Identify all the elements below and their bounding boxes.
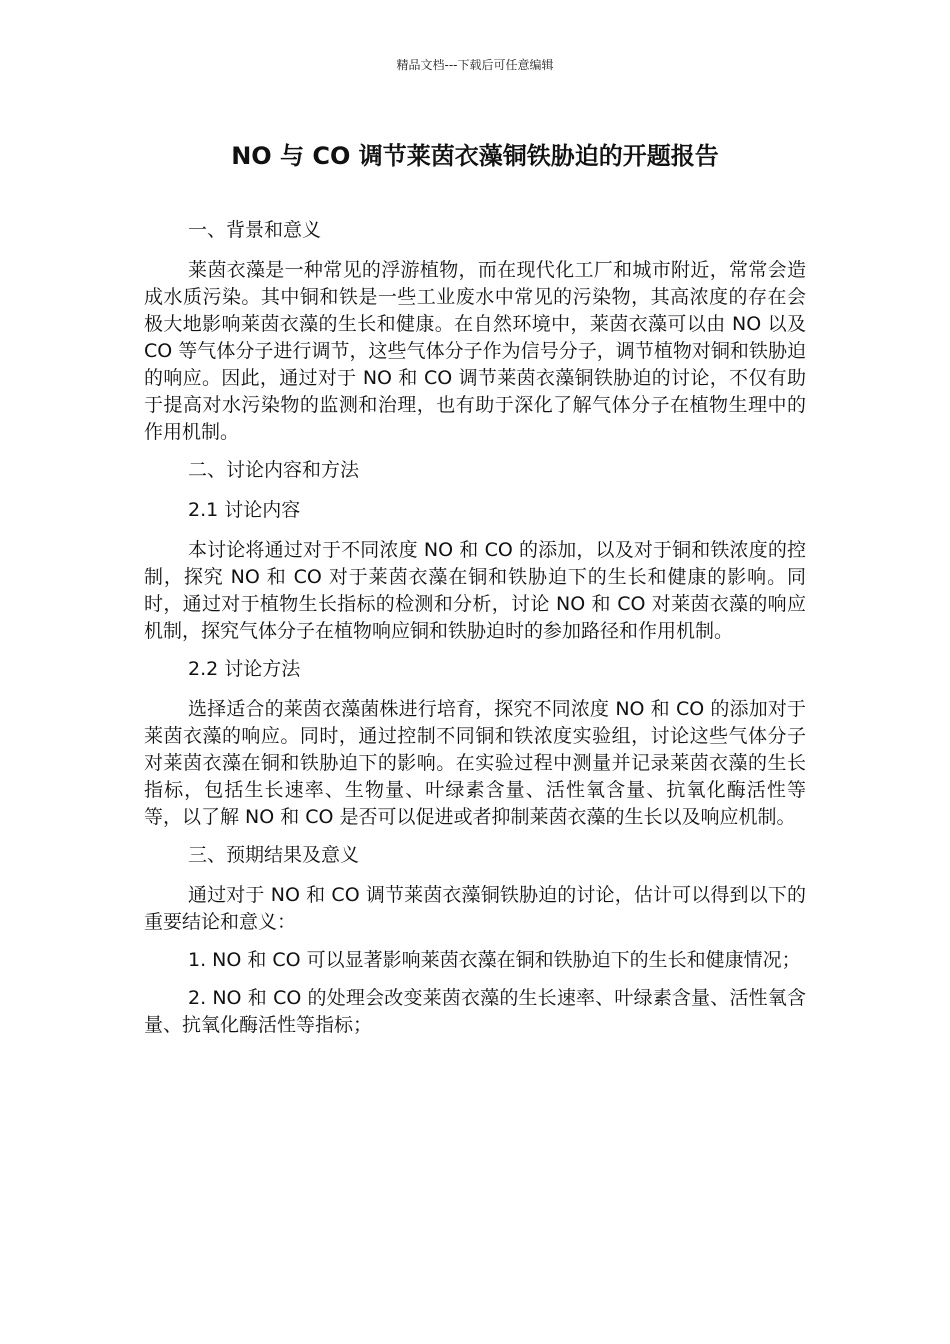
paragraph-background: 莱茵衣藻是一种常见的浮游植物，而在现代化工厂和城市附近，常常会造成水质污染。其中铜和铁是一些工业废水中常见的污染物，其高浓度的存在会极大地影响莱茵衣藻的生长和健康。在自然环境中，莱茵衣藻可以由 NO 以及 CO 等气体分子进行调节，这些气体分子作为信号分子，调节植物对铜和铁胁迫的响应。因此，通过对于 NO 和 CO 调节莱茵衣藻铜铁胁迫的讨论，不仅有助于提高对水污染物的监测和治理，也有助于深化了解气体分子在植物生理中的作用机制。 [144, 259, 806, 443]
list-item-result-2: 2. NO 和 CO 的处理会改变莱茵衣藻的生长速率、叶绿素含量、活性氧含量、抗氧化酶活性等指标； [144, 987, 806, 1036]
section-heading-content-methods: 二、讨论内容和方法 [188, 459, 360, 481]
section-heading-expected-results: 三、预期结果及意义 [188, 844, 360, 866]
subsection-heading-methods: 2.2 讨论方法 [188, 658, 301, 680]
paragraph-content: 本讨论将通过对于不同浓度 NO 和 CO 的添加，以及对于铜和铁浓度的控制，探究 NO 和 CO 对于莱茵衣藻在铜和铁胁迫下的生长和健康的影响。同时，通过对于植物生长指标的检测和分析，讨论 NO 和 CO 对莱茵衣藻的响应机制，探究气体分子在植物响应铜和铁胁迫时的参加路径和作用机制。 [144, 539, 806, 642]
paragraph-expected-results: 通过对于 NO 和 CO 调节莱茵衣藻铜铁胁迫的讨论，估计可以得到以下的重要结论和意义： [144, 884, 806, 933]
paragraph-methods: 选择适合的莱茵衣藻菌株进行培育，探究不同浓度 NO 和 CO 的添加对于莱茵衣藻的响应。同时，通过控制不同铜和铁浓度实验组，讨论这些气体分子对莱茵衣藻在铜和铁胁迫下的影响。在实验过程中测量并记录莱茵衣藻的生长指标，包括生长速率、生物量、叶绿素含量、活性氧含量、抗氧化酶活性等等，以了解 NO 和 CO 是否可以促进或者抑制莱茵衣藻的生长以及响应机制。 [144, 698, 806, 828]
document-title: NO 与 CO 调节莱茵衣藻铜铁胁迫的开题报告 [231, 142, 719, 170]
list-item-result-1: 1. NO 和 CO 可以显著影响莱茵衣藻在铜和铁胁迫下的生长和健康情况； [188, 949, 801, 971]
page-header: 精品文档---下载后可任意编辑 [396, 58, 554, 72]
subsection-heading-content: 2.1 讨论内容 [188, 499, 301, 521]
document-body [144, 217, 806, 1050]
section-heading-background: 一、背景和意义 [188, 219, 322, 241]
